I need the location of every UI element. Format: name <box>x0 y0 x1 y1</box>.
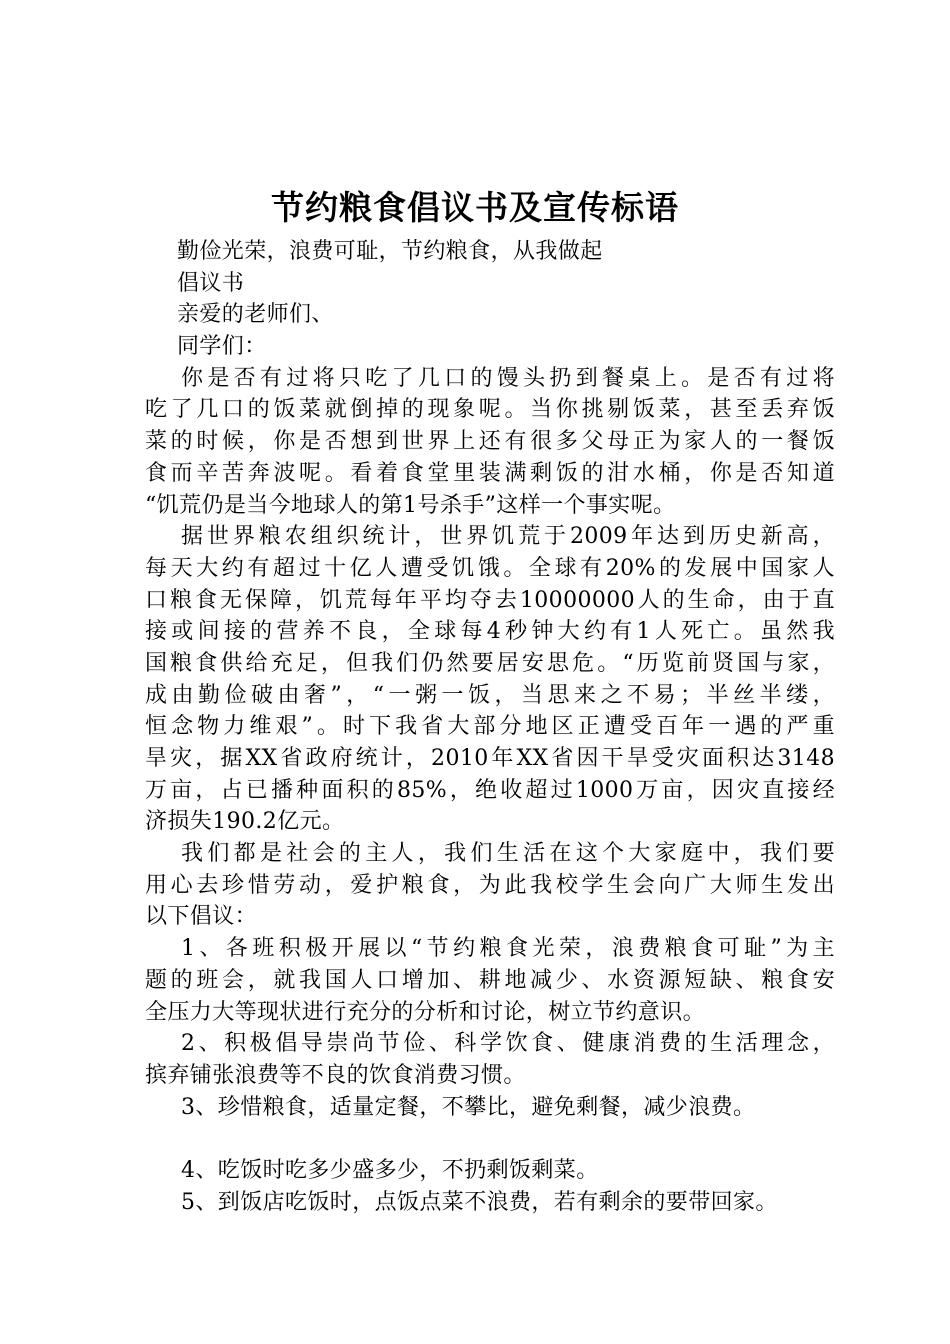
proposal-item-4: 4、吃饭时吃多少盛多少，不扔剩饭剩菜。 <box>181 1157 599 1183</box>
proposal-item-3: 3、珍惜粮食，适量定餐，不攀比，避免剩餐，减少浪费。 <box>181 1094 756 1120</box>
document-body <box>145 236 835 1218</box>
paragraph-line: 国粮食供给充足，但我们仍然要居安思危。“历览前贤国与家， <box>145 650 835 676</box>
paragraph-line: 以下倡议： <box>145 904 258 930</box>
proposal-item-2: 2、积极倡导崇尚节俭、科学饮食、健康消费的生活理念， <box>181 1031 835 1057</box>
paragraph-line: 旱灾，据XX省政府统计，2010年XX省因干旱受灾面积达3148 <box>145 746 835 771</box>
paragraph-line: 万亩，占已播种面积的85%，绝收超过1000万亩，因灾直接经 <box>145 777 835 803</box>
paragraph-line: 济损失190.2亿元。 <box>145 809 345 835</box>
paragraph-line: 每天大约有超过十亿人遭受饥饿。全球有20%的发展中国家人 <box>145 555 835 581</box>
proposal-item-1: 1、各班积极开展以“节约粮食光荣，浪费粮食可耻”为主 <box>181 936 835 962</box>
paragraph-line: “饥荒仍是当今地球人的第1号杀手”这样一个事实呢。 <box>145 492 676 518</box>
paragraph-line: 食而辛苦奔波呢。看着食堂里装满剩饭的泔水桶，你是否知道 <box>145 460 835 486</box>
proposal-heading: 倡议书 <box>177 270 245 296</box>
proposal-item-5: 5、到饭店吃饭时，点饭点菜不浪费，若有剩余的要带回家。 <box>181 1189 778 1215</box>
slogan-line: 勤俭光荣，浪费可耻，节约粮食，从我做起 <box>177 239 603 264</box>
proposal-item-2-cont: 摈弃铺张浪费等不良的饮食消费习惯。 <box>145 1062 526 1088</box>
salutation-line-1: 亲爱的老师们、 <box>177 302 334 328</box>
blank-line <box>145 1123 835 1155</box>
paragraph-line: 吃了几口的饭菜就倒掉的现象呢。当你挑剔饭菜，甚至丢弃饭 <box>145 397 835 423</box>
paragraph-line: 菜的时候，你是否想到世界上还有很多父母正为家人的一餐饭 <box>145 429 835 455</box>
proposal-item-1-cont: 题的班会，就我国人口增加、耕地减少、水资源短缺、粮食安 <box>145 967 835 993</box>
paragraph-line: 你是否有过将只吃了几口的馒头扔到餐桌上。是否有过将 <box>181 365 835 391</box>
salutation-line-2: 同学们： <box>177 334 267 360</box>
document-title: 节约粮食倡议书及宣传标语 <box>271 188 679 227</box>
paragraph-line: 口粮食无保障，饥荒每年平均夺去10000000人的生命，由于直 <box>145 587 835 613</box>
paragraph-line: 我们都是社会的主人，我们生活在这个大家庭中，我们要 <box>181 841 835 867</box>
paragraph-line: 接或间接的营养不良，全球每4秒钟大约有1人死亡。虽然我 <box>145 619 835 645</box>
paragraph-line: 恒念物力维艰”。时下我省大部分地区正遭受百年一遇的严重 <box>145 714 835 740</box>
paragraph-line: 成由勤俭破由奢”，“一粥一饭，当思来之不易；半丝半缕， <box>145 682 835 708</box>
proposal-item-1-cont: 全压力大等现状进行充分的分析和讨论，树立节约意识。 <box>145 999 706 1025</box>
paragraph-line: 据世界粮农组织统计，世界饥荒于2009年达到历史新高， <box>181 524 835 550</box>
paragraph-line: 用心去珍惜劳动，爱护粮食，为此我校学生会向广大师生发出 <box>145 872 835 898</box>
